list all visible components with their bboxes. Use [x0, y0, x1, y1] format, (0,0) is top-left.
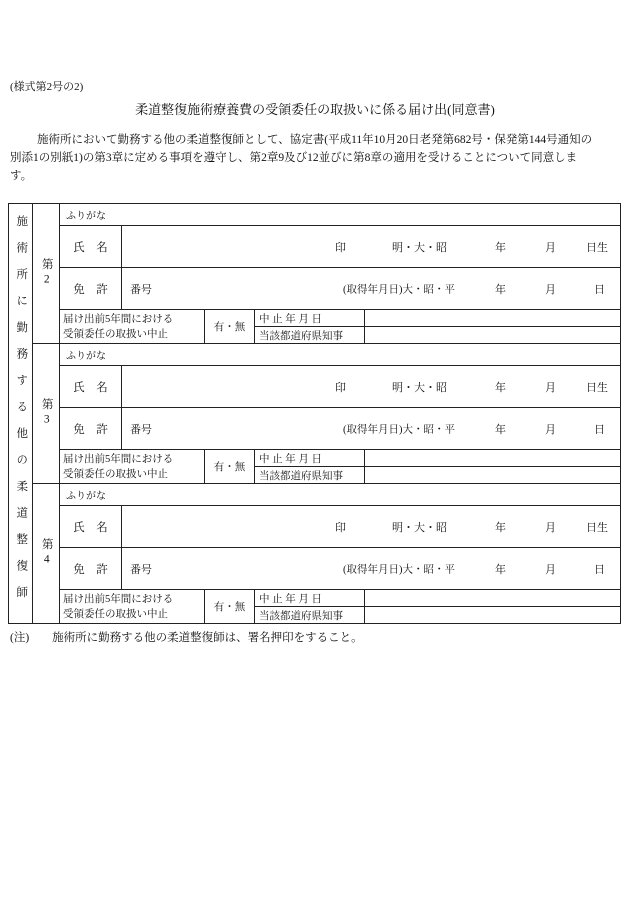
yes-no-cell [205, 450, 255, 483]
year-label: 年 [495, 283, 506, 296]
license-label: 免 許 [73, 423, 108, 436]
license-label-cell [60, 408, 122, 449]
suspension-label-line1: 届け出前5年間における [63, 453, 174, 465]
section-label-cell [33, 344, 60, 483]
license-row [60, 548, 620, 590]
year-label: 年 [495, 381, 506, 394]
stop-date-label: 中 止 年 月 日 [259, 453, 322, 465]
license-label: 免 許 [73, 563, 108, 576]
consent-paragraph [10, 131, 620, 185]
section-label-cell [33, 484, 60, 623]
suspension-label-line2: 受領委任の取扱い中止 [63, 608, 168, 620]
suspension-label-cell [60, 310, 205, 343]
birth-day-label: 日生 [586, 521, 608, 534]
year-label: 年 [495, 423, 506, 436]
table-sections [33, 204, 620, 623]
suspension-row [60, 450, 620, 483]
stop-date-label-cell [255, 310, 365, 326]
month-label: 月 [545, 563, 556, 576]
governor-label-cell [255, 467, 365, 483]
side-heading-cell [9, 204, 33, 623]
license-number-label: 番号 [130, 283, 152, 296]
name-row [60, 226, 620, 268]
license-label: 免 許 [73, 283, 108, 296]
license-row [60, 408, 620, 450]
governor-label: 当該都道府県知事 [259, 610, 343, 622]
yes-no-label: 有・無 [213, 602, 246, 613]
governor-label: 当該都道府県知事 [259, 330, 343, 342]
governor-label: 当該都道府県知事 [259, 470, 343, 482]
name-row [60, 366, 620, 408]
seal-label: 印 [335, 381, 346, 394]
seal-label: 印 [335, 241, 346, 254]
governor-blank-field [365, 467, 620, 483]
suspension-label-cell [60, 590, 205, 623]
suspension-label-line2: 受領委任の取扱い中止 [63, 468, 168, 480]
consent-paragraph-line: 別添1の別紙1)の第3章に定める事項を遵守し、第2章9及び12並びに第8章の適用を受けることについて同意しま [10, 152, 578, 164]
birth-day-label: 日生 [586, 241, 608, 254]
license-entry-area [122, 408, 620, 449]
section-label-cell [33, 204, 60, 343]
stop-date-label-cell [255, 590, 365, 606]
section-label: 第3 [40, 397, 53, 430]
stop-date-label: 中 止 年 月 日 [259, 313, 322, 325]
birth-era-label: 明・大・昭 [392, 241, 447, 254]
license-label-cell [60, 268, 122, 309]
yes-no-label: 有・無 [213, 322, 246, 333]
name-label: 氏 名 [73, 381, 108, 394]
table-section [33, 484, 620, 623]
seal-label: 印 [335, 521, 346, 534]
name-label: 氏 名 [73, 521, 108, 534]
day-label: 日 [594, 283, 605, 296]
name-label-cell [60, 506, 122, 547]
name-entry-area [122, 366, 620, 407]
furigana-label: ふりがな [66, 491, 106, 502]
furigana-row [60, 484, 620, 506]
document-title: 柔道整復施術療養費の受領委任の取扱いに係る届け出(同意書) [135, 102, 495, 117]
month-label: 月 [545, 283, 556, 296]
stop-date-blank-field [365, 450, 620, 466]
form-number: (様式第2号の2) [10, 81, 84, 93]
acquired-era-label: (取得年月日)大・昭・平 [343, 424, 455, 435]
practitioner-table [8, 203, 621, 624]
section-label: 第4 [40, 537, 53, 570]
yes-no-cell [205, 310, 255, 343]
birth-era-label: 明・大・昭 [392, 521, 447, 534]
month-label: 月 [545, 423, 556, 436]
year-label: 年 [495, 241, 506, 254]
name-label: 氏 名 [73, 241, 108, 254]
name-entry-area [122, 226, 620, 267]
table-section [33, 344, 620, 484]
stop-date-label: 中 止 年 月 日 [259, 593, 322, 605]
name-row [60, 506, 620, 548]
name-entry-area [122, 506, 620, 547]
day-label: 日 [594, 563, 605, 576]
license-number-label: 番号 [130, 423, 152, 436]
license-label-cell [60, 548, 122, 589]
year-label: 年 [495, 521, 506, 534]
governor-blank-field [365, 607, 620, 623]
furigana-label: ふりがな [66, 351, 106, 362]
stop-date-blank-field [365, 310, 620, 326]
month-label: 月 [545, 381, 556, 394]
consent-paragraph-line: す。 [10, 170, 33, 182]
furigana-row [60, 204, 620, 226]
yes-no-cell [205, 590, 255, 623]
stop-date-blank-field [365, 590, 620, 606]
license-number-label: 番号 [130, 563, 152, 576]
suspension-label-cell [60, 450, 205, 483]
suspension-label-line1: 届け出前5年間における [63, 593, 174, 605]
suspension-label-line1: 届け出前5年間における [63, 313, 174, 325]
yes-no-label: 有・無 [213, 462, 246, 473]
birth-era-label: 明・大・昭 [392, 381, 447, 394]
furigana-label: ふりがな [66, 211, 106, 222]
acquired-era-label: (取得年月日)大・昭・平 [343, 284, 455, 295]
month-label: 月 [545, 241, 556, 254]
acquired-era-label: (取得年月日)大・昭・平 [343, 564, 455, 575]
governor-blank-field [365, 327, 620, 343]
consent-paragraph-line: 施術所において勤務する他の柔道整復師として、協定書(平成11年10月20日老発第682号・保発第144号通知の [37, 134, 593, 146]
license-entry-area [122, 268, 620, 309]
name-label-cell [60, 226, 122, 267]
license-row [60, 268, 620, 310]
governor-label-cell [255, 327, 365, 343]
side-heading: 施術所に勤務する他の柔道整復師 [15, 214, 28, 613]
stop-date-label-cell [255, 450, 365, 466]
day-label: 日 [594, 423, 605, 436]
suspension-label-line2: 受領委任の取扱い中止 [63, 328, 168, 340]
furigana-row [60, 344, 620, 366]
suspension-row [60, 310, 620, 343]
suspension-row [60, 590, 620, 623]
name-label-cell [60, 366, 122, 407]
birth-day-label: 日生 [586, 381, 608, 394]
footnote: (注) 施術所に勤務する他の柔道整復師は、署名押印をすること。 [10, 632, 363, 644]
governor-label-cell [255, 607, 365, 623]
license-entry-area [122, 548, 620, 589]
section-label: 第2 [40, 257, 53, 290]
year-label: 年 [495, 563, 506, 576]
month-label: 月 [545, 521, 556, 534]
table-section [33, 204, 620, 344]
